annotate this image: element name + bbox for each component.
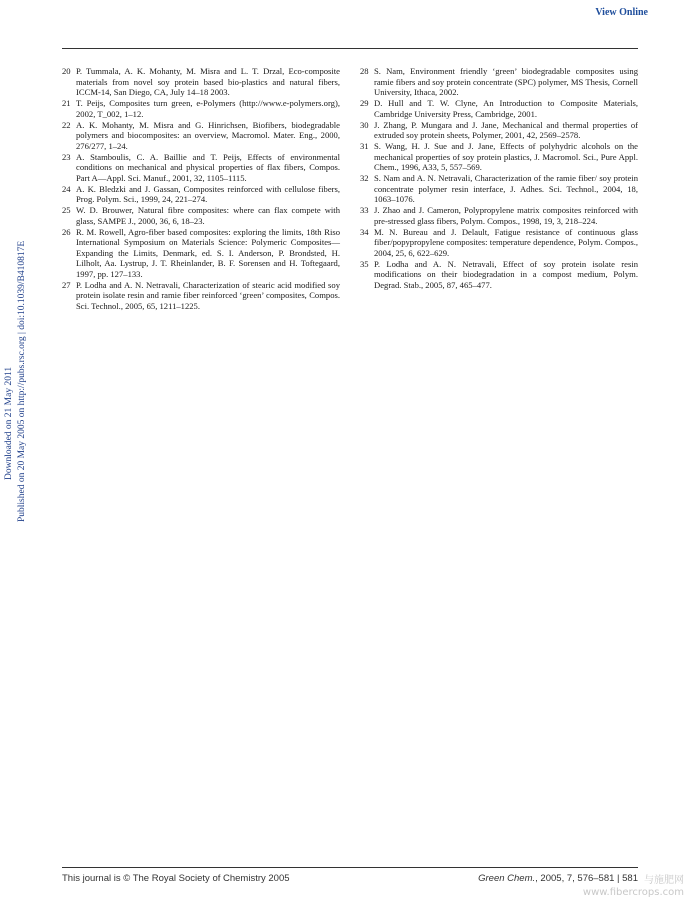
watermark-line1: 与施肥网 — [644, 875, 684, 886]
bottom-rule — [62, 867, 638, 868]
reference-number: 23 — [62, 151, 71, 162]
reference-number: 26 — [62, 226, 71, 237]
reference-text: T. Peijs, Composites turn green, e-Polymers (http://www.e-polymers.org), 2002, T_002, 1–12. — [76, 98, 340, 119]
reference-item — [62, 98, 340, 119]
reference-text: D. Hull and T. W. Clyne, An Introduction to Composite Materials, Cambridge University Press, Cambridge, 2001. — [374, 98, 638, 119]
reference-text: A. K. Bledzki and J. Gassan, Composites reinforced with cellulose fibers, Prog. Polym. Sci., 1999, 24, 221–274. — [76, 183, 340, 204]
reference-text: S. Nam, Environment friendly ‘green’ biodegradable composites using ramie fibers and soy protein concentrate (SPC) polymer, MS Thesis, Cornell University, Ithaca, 2002. — [374, 66, 638, 97]
reference-number: 34 — [360, 226, 369, 237]
reference-number: 28 — [360, 66, 369, 76]
reference-text: M. N. Bureau and J. Delault, Fatigue resistance of continuous glass fiber/popypropylene composites: temperature dependence, Polym. Compos., 2004, 25, 6, 622–629. — [374, 226, 638, 258]
references-left-column — [62, 66, 340, 312]
reference-number: 31 — [360, 141, 369, 151]
reference-number: 20 — [62, 66, 71, 76]
watermark-line2: www.fibercrops.com — [582, 887, 684, 898]
reference-item — [62, 280, 340, 312]
reference-text: J. Zhang, P. Mungara and J. Jane, Mechanical and thermal properties of extruded soy protein sheets, Polymer, 2001, 42, 2569–2578. — [374, 119, 638, 140]
reference-number: 30 — [360, 119, 369, 130]
downloaded-note: Downloaded on 21 May 2011 — [4, 366, 14, 480]
reference-text: J. Zhao and J. Cameron, Polypropylene matrix composites reinforced with pre-stressed glass fibers, Polym. Compos., 1998, 19, 3, 218–224. — [374, 205, 638, 226]
reference-item — [360, 141, 638, 173]
reference-number: 33 — [360, 205, 369, 215]
top-rule — [62, 48, 638, 49]
watermark — [583, 875, 684, 899]
reference-item — [62, 120, 340, 152]
reference-item — [360, 259, 638, 291]
footer-journal: Green Chem. — [478, 873, 536, 884]
reference-text: S. Wang, H. J. Sue and J. Jane, Effects of polyhydric alcohols on the mechanical properties of soy protein plastics, J. Macromol. Sci., Pure Appl. Chem., 1996, A33, 5, 557–569. — [374, 141, 638, 172]
reference-item — [360, 227, 638, 259]
reference-number: 24 — [62, 183, 71, 194]
reference-number: 32 — [360, 173, 369, 183]
references-right-column — [360, 66, 638, 291]
footer-page-info: , 2005, 7, 576–581 | 581 — [535, 873, 638, 884]
reference-number: 25 — [62, 205, 71, 215]
reference-number: 27 — [62, 279, 71, 290]
reference-text: A. K. Mohanty, M. Misra and G. Hinrichsen, Biofibers, biodegradable polymers and biocomposites: an overview, Macromol. Mater. Eng., 2000, 276/277, 1–24. — [76, 119, 340, 151]
published-doi-note[interactable]: Published on 20 May 2005 on http://pubs.rsc.org | doi:10.1039/B410817E — [17, 240, 27, 522]
reference-item — [62, 184, 340, 205]
reference-item — [62, 66, 340, 98]
reference-text: P. Tummala, A. K. Mohanty, M. Misra and L. T. Drzal, Eco-composite materials from novel soy protein based bio-plastics and natural fibers, ICCM-14, San Diego, CA, July 14–18 2003. — [76, 66, 340, 97]
reference-number: 35 — [360, 258, 369, 269]
reference-number: 22 — [62, 119, 71, 130]
footer-copyright: This journal is © The Royal Society of Chemistry 2005 — [62, 873, 290, 884]
reference-text: P. Lodha and A. N. Netravali, Characterization of stearic acid modified soy protein isolate resin and ramie fiber reinforced ‘green’ composites, Compos. Sci. Technol., 2005, 65, 1211–1225. — [76, 279, 340, 311]
reference-item — [360, 173, 638, 205]
reference-item — [62, 152, 340, 184]
reference-item — [360, 98, 638, 119]
reference-item — [62, 205, 340, 226]
reference-item — [360, 120, 638, 141]
reference-item — [360, 205, 638, 226]
reference-text: W. D. Brouwer, Natural fibre composites: where can flax compete with glass, SAMPE J., 2000, 36, 6, 18–23. — [76, 205, 340, 226]
reference-number: 21 — [62, 98, 71, 108]
reference-item — [62, 227, 340, 280]
reference-text: P. Lodha and A. N. Netravali, Effect of soy protein isolate resin modifications on their biodegradation in a compost medium, Polym. Degrad. Stab., 2005, 87, 465–477. — [374, 258, 638, 290]
reference-number: 29 — [360, 98, 369, 108]
side-margin-text — [0, 240, 30, 530]
reference-text: A. Stamboulis, C. A. Baillie and T. Peijs, Effects of environmental conditions on mechanical and physical properties of flax fibers, Compos. Part A—Appl. Sci. Manuf., 2001, 32, 1105–1115. — [76, 151, 340, 183]
reference-text: S. Nam and A. N. Netravali, Characterization of the ramie fiber/ soy protein concentrate polymer resin interface, J. Adhes. Sci. Technol., 2004, 18, 1063–1076. — [374, 173, 638, 204]
reference-text: R. M. Rowell, Agro-fiber based composites: exploring the limits, 18th Riso International Symposium on Materials Science: Polymeric Composites—Expanding the Limits, Denmark, ed. S. I. Anderson, P. Brondsted, H. Lilholt, Aa. Lystrup, J. T. Rheinlander, B. F. Sorensen and H. Toftegaard, 1997, pp. 127–133. — [76, 226, 340, 279]
reference-item — [360, 66, 638, 98]
view-online-link[interactable]: View Online — [595, 7, 648, 18]
